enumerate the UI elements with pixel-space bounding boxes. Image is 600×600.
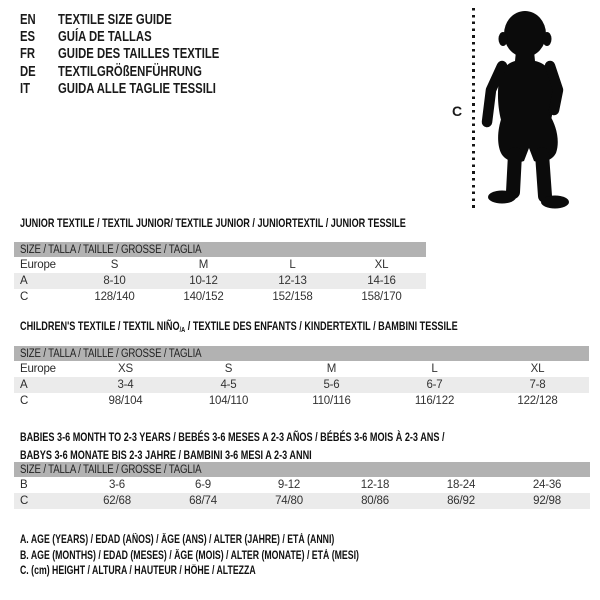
size-cell: 12-18	[360, 479, 390, 491]
size-cell: 104/110	[208, 395, 249, 407]
size-cell: 3-4	[74, 377, 177, 393]
row-label-cell: C	[20, 395, 29, 407]
table-row-age	[14, 377, 589, 393]
size-cell: 158/170	[361, 291, 402, 303]
lang-code: FR	[20, 46, 36, 63]
language-list	[20, 11, 265, 98]
size-header-row	[14, 346, 589, 361]
size-cell: 7-8	[486, 377, 589, 393]
size-cell: L	[289, 259, 296, 271]
size-header-row	[14, 242, 426, 257]
size-cell: 128/140	[94, 291, 135, 303]
size-header-cell: SIZE / TALLA / TAILLE / GRÖSSE / TAGLIA	[14, 462, 590, 477]
size-cell: 5-6	[280, 377, 383, 393]
lang-row-it	[20, 81, 265, 98]
size-cell: 9-12	[277, 479, 301, 491]
children-section-title: CHILDREN'S TEXTILE / TEXTIL $NIÑO_{/A}$ / TEXTILE DES ENFANTS / KINDERTEXTIL / BAMBINI TESSILE	[20, 319, 458, 335]
size-cell: 86/92	[418, 493, 504, 509]
height-measure-label: C	[452, 103, 463, 119]
size-cell: 152/158	[272, 291, 313, 303]
size-cell: 8-10	[70, 273, 159, 289]
size-cell: 98/104	[108, 395, 143, 407]
size-cell: 14-16	[337, 273, 426, 289]
toddler-silhouette-icon	[478, 4, 578, 210]
size-header-cell: SIZE / TALLA / TAILLE / GRÖSSE / TAGLIA	[14, 242, 426, 257]
size-cell: 80/86	[332, 493, 418, 509]
lang-title: GUÍA DE TALLAS	[58, 29, 152, 46]
table-row-height	[14, 289, 426, 305]
lang-title: TEXTILE SIZE GUIDE	[58, 11, 172, 28]
size-cell: L	[431, 363, 438, 375]
row-label-cell: A	[14, 377, 74, 393]
lang-code: ES	[20, 29, 36, 46]
size-header-row	[14, 462, 590, 477]
lang-code: IT	[20, 81, 31, 98]
size-cell: 18-24	[446, 479, 476, 491]
size-cell: 140/152	[183, 291, 224, 303]
size-cell: 6-7	[383, 377, 486, 393]
size-cell: 10-12	[159, 273, 248, 289]
table-row-height	[14, 493, 590, 509]
babies-size-table	[14, 462, 590, 509]
junior-section-title: JUNIOR TEXTILE / TEXTIL JUNIOR/ TEXTILE JUNIOR / JUNIORTEXTIL / JUNIOR TESSILE	[20, 216, 406, 230]
children-size-table	[14, 346, 589, 409]
size-cell: S	[224, 363, 233, 375]
baby-figure	[440, 0, 600, 215]
size-cell: M	[326, 363, 337, 375]
footnote-a: A. AGE (YEARS) / EDAD (AÑOS) / ÂGE (ANS) / ALTER (JAHRE) / ETÀ (ANNI)	[20, 534, 335, 546]
lang-row-de	[20, 63, 265, 80]
size-cell: 92/98	[504, 493, 590, 509]
row-label-cell: B	[20, 479, 28, 491]
size-cell: M	[198, 259, 209, 271]
lang-code: DE	[20, 63, 36, 80]
row-label-cell: C	[20, 291, 29, 303]
lang-row-en	[20, 11, 265, 28]
lang-row-fr	[20, 46, 265, 63]
table-row-europe	[14, 257, 426, 273]
footnote-c: C. (cm) HEIGHT / ALTURA / HAUTEUR / HÖHE / ALTEZZA	[20, 565, 256, 578]
size-cell: XL	[530, 363, 545, 375]
subscript: /A	[179, 325, 186, 335]
row-label-cell: Europe	[20, 259, 56, 271]
row-label-cell: C	[14, 493, 74, 509]
footnotes	[20, 534, 466, 581]
babies-section-title: BABIES 3-6 MONTH TO 2-3 YEARS / BEBÉS 3-6 MESES A 2-3 AÑOS / BÉBÉS 3-6 MOIS À 2-3 ANS / BABYS 3-6 MONATE BIS 2-3 JAHRE / BAMBINI 3-6 MESI A 2-3 ANNI	[20, 430, 445, 462]
size-cell: 68/74	[160, 493, 246, 509]
lang-code: EN	[20, 11, 36, 28]
size-header-cell: SIZE / TALLA / TAILLE / GRÖSSE / TAGLIA	[14, 346, 589, 361]
footnote-b: B. AGE (MONTHS) / EDAD (MESES) / ÂGE (MOIS) / ALTER (MONATE) / ETÀ (MESI)	[20, 549, 359, 562]
table-row-age	[14, 273, 426, 289]
height-measure-dashed-line	[472, 8, 475, 210]
size-cell: S	[110, 259, 119, 271]
table-row-europe	[14, 361, 589, 377]
lang-title: TEXTILGRÖßENFÜHRUNG	[58, 63, 202, 80]
size-cell: 6-9	[194, 479, 212, 491]
lang-row-es	[20, 28, 265, 45]
row-label-cell: A	[14, 273, 70, 289]
table-row-age-months	[14, 477, 590, 493]
size-cell: 116/122	[414, 395, 455, 407]
size-cell: 12-13	[248, 273, 337, 289]
table-row-height	[14, 393, 589, 409]
size-cell: 3-6	[108, 479, 126, 491]
junior-size-table	[14, 242, 426, 305]
lang-title: GUIDE DES TAILLES TEXTILE	[58, 46, 220, 63]
size-cell: 122/128	[517, 395, 558, 407]
size-cell: 110/116	[312, 395, 351, 407]
row-label-cell: Europe	[20, 363, 56, 375]
lang-title: GUIDA ALLE TAGLIE TESSILI	[58, 81, 216, 98]
size-cell: XS	[118, 363, 133, 375]
size-cell: 62/68	[74, 493, 160, 509]
size-cell: 74/80	[246, 493, 332, 509]
size-cell: 4-5	[177, 377, 280, 393]
size-cell: XL	[374, 259, 389, 271]
size-cell: 24-36	[532, 479, 562, 491]
